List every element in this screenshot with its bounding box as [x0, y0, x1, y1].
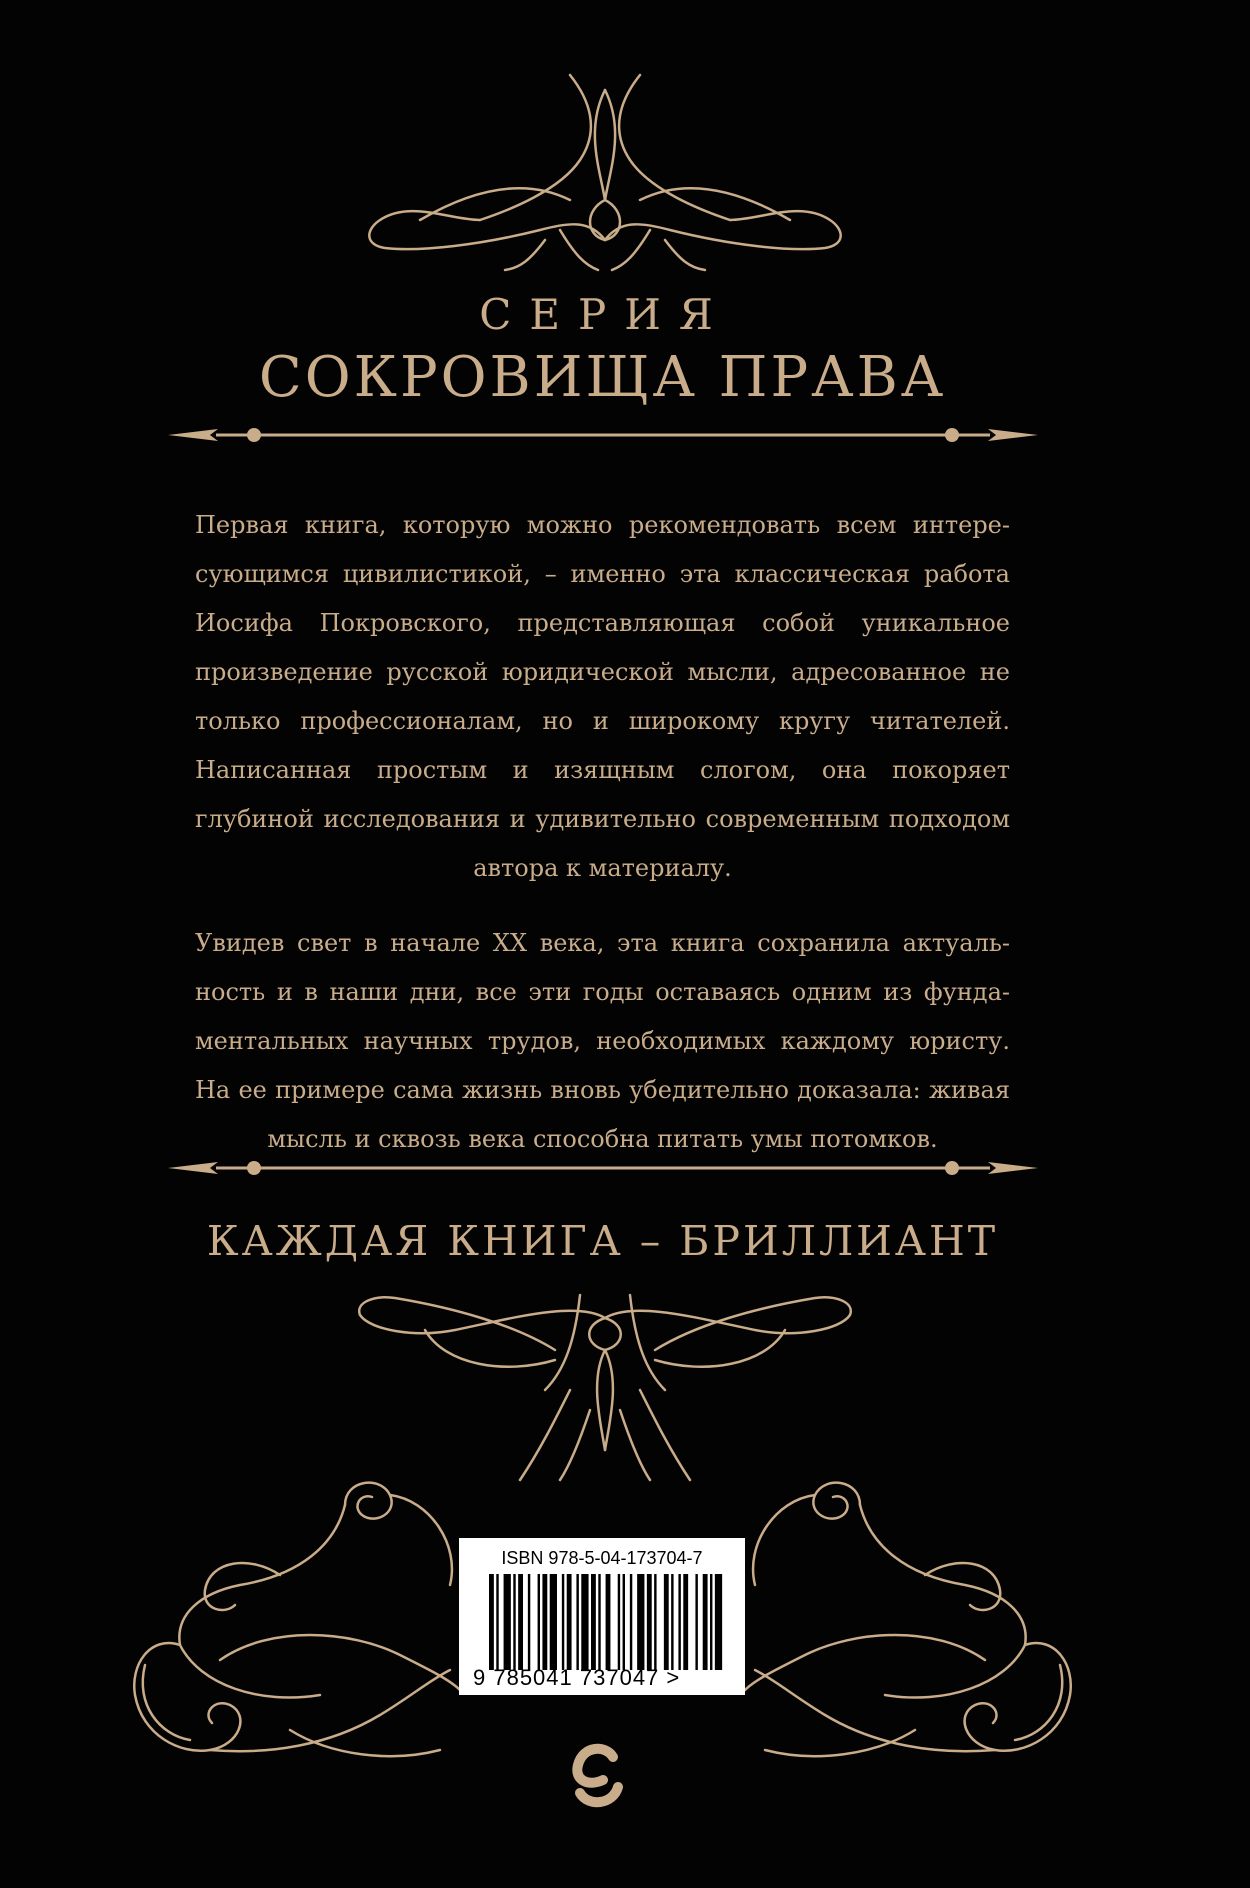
right-bottom-flourish — [745, 1465, 1075, 1765]
barcode-digits: 9 785041 737047 > — [473, 1665, 681, 1690]
series-title: СОКРОВИЩА ПРАВА — [258, 345, 947, 410]
description-paragraph-1: Первая книга, которую можно рекомендовать всем интересующимся цивилистикой, – именно эта классическая работа Иосифа Покровского, представляющая собой уникальное произведение русской юридической мысли, адресованное не только профессионалам, но и широкому кругу читателей. Написанная простым и изящным слогом, она покоряет глубиной исследования и удивительно современным подходом автора к материалу. — [195, 511, 1010, 882]
left-bottom-flourish — [130, 1465, 460, 1765]
bottom-divider — [168, 1156, 1038, 1180]
series-label: СЕРИЯ — [479, 290, 731, 339]
isbn-number: ISBN 978-5-04-173704-7 — [501, 1548, 703, 1568]
top-flourish-ornament — [360, 70, 850, 275]
eksmo-logo-icon — [568, 1735, 628, 1815]
top-divider — [168, 423, 1038, 447]
barcode-icon — [489, 1574, 727, 1670]
lower-flourish-ornament — [355, 1290, 855, 1485]
isbn-barcode-label — [459, 1538, 745, 1695]
description-paragraph-2: Увидев свет в начале XX века, эта книга сохранила актуальность и в наши дни, все эти годы оставаясь одним из фундаментальных научных трудов, необходимых каждому юристу. На ее примере сама жизнь вновь убедительно доказала: живая мысль и сквозь века способна питать умы потомков. — [195, 929, 1010, 1153]
slogan: КАЖДАЯ КНИГА – БРИЛЛИАНТ — [206, 1217, 999, 1265]
